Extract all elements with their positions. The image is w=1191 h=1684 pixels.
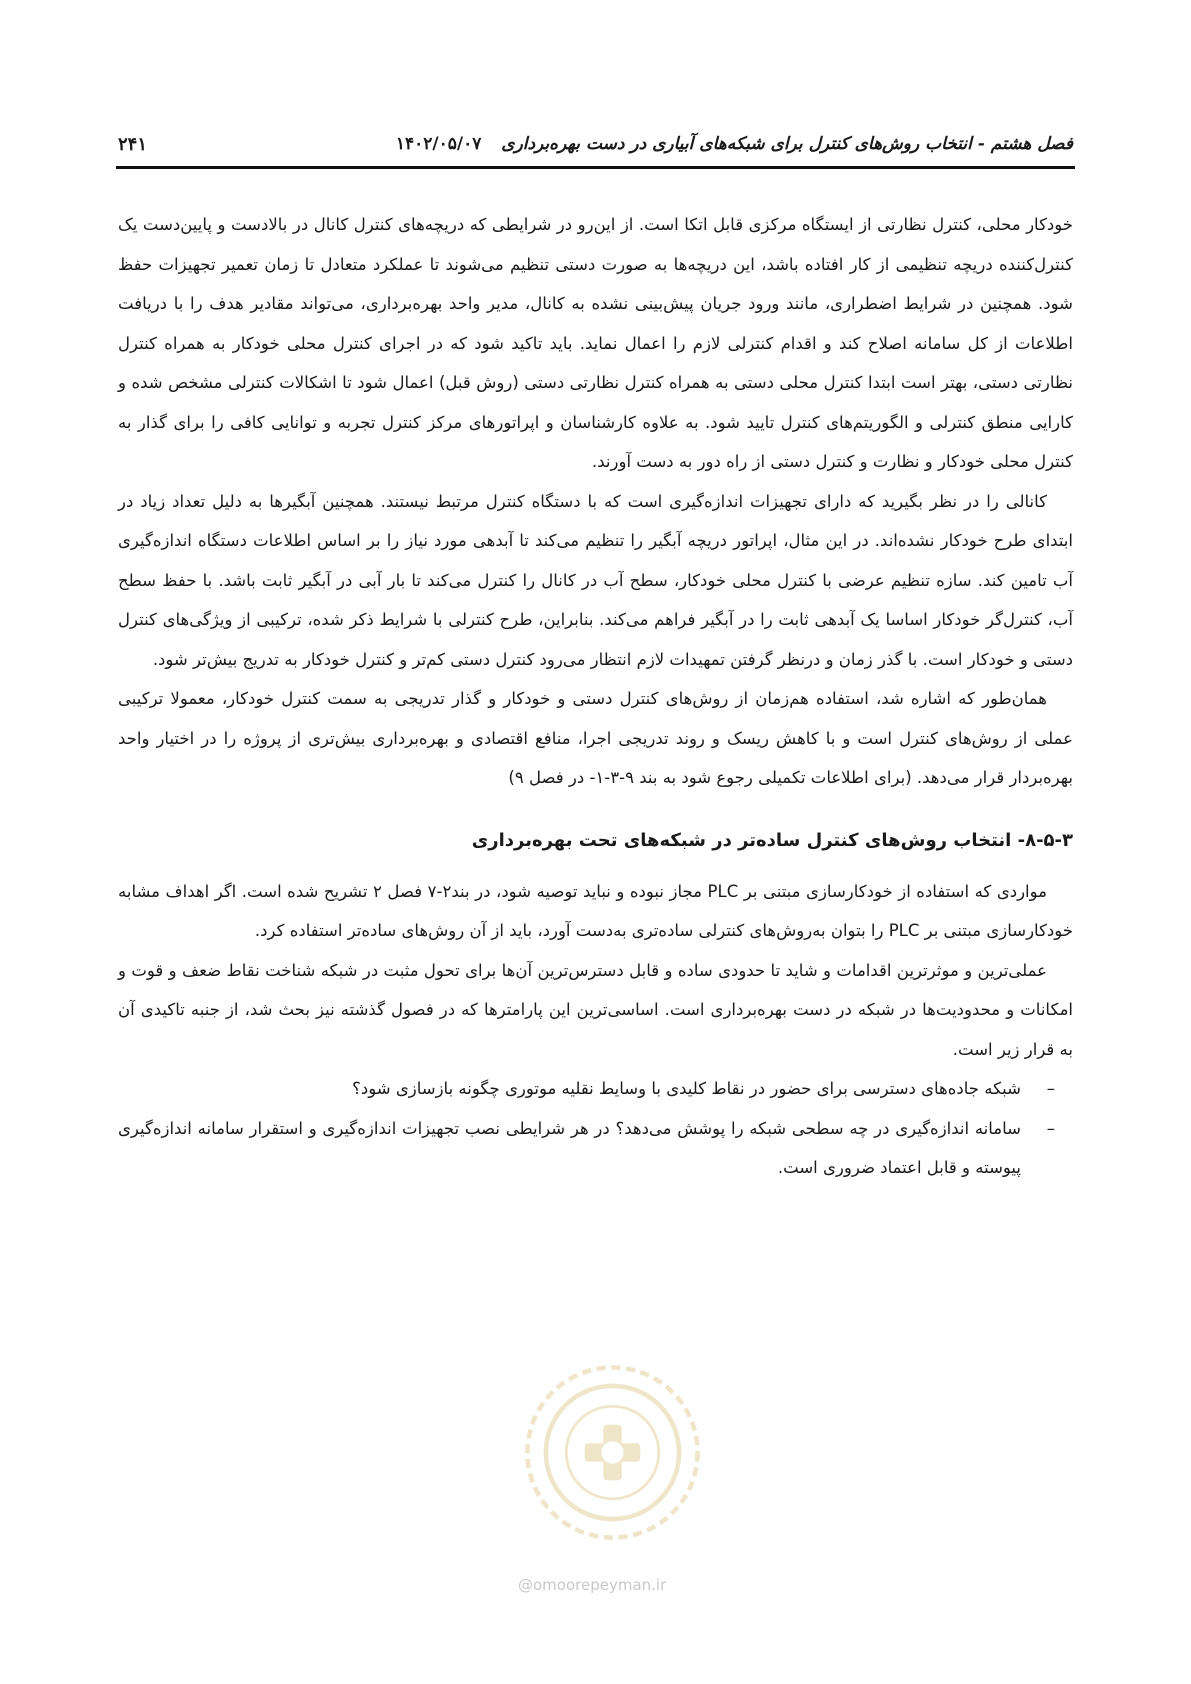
section-heading: ۸-۵-۳- انتخاب روش‌های کنترل ساده‌تر در شبکه‌های تحت بهره‌برداری <box>471 829 1073 851</box>
list-item-text: شبکه جاده‌های دسترسی برای حضور در نقاط کلیدی با وسایط نقلیه موتوری چگونه بازسازی شود؟ <box>352 1079 1021 1098</box>
bullet-list <box>118 1069 1073 1188</box>
paragraph-4: مواردی که استفاده از خودکارسازی مبتنی بر PLC مجاز نبوده و نباید توصیه شود، در بند۲-۷ فصل ۲ تشریح شده است. اگر اهداف مشابه خودکارسازی مبتنی بر PLC را بتوان به‌روش‌های کنترلی ساده‌تری به‌دست آورد، باید از آن روش‌های ساده‌تر استفاده کرد. <box>118 881 1073 940</box>
header-date: ۱۴۰۲/۰۵/۰۷ <box>395 134 482 154</box>
page-number: ۲۴۱ <box>118 134 148 155</box>
header-divider <box>116 166 1075 169</box>
bullet-marker: – <box>1046 1079 1055 1098</box>
chapter-title-text: فصل هشتم - انتخاب روش‌های کنترل برای شبکه‌های آبیاری در دست بهره‌برداری <box>501 134 1073 154</box>
watermark-caption: @omoorepeyman.ir <box>518 1576 667 1594</box>
paragraph-1: خودکار محلی، کنترل نظارتی از ایستگاه مرکزی قابل اتکا است. از این‌رو در شرایطی که دریچه‌های کنترل کانال در بالادست و پایین‌دست یک کنترل‌کننده دریچه تنظیمی از کار افتاده باشد، این دریچه‌ها به صورت دستی تنظیم می‌شوند تا عملکرد متعادل تا زمان تعمیر تجهیزات حفظ شود. همچنین در شرایط اضطراری، مانند ورود جریان پیش‌بینی نشده به کانال، مدیر واحد بهره‌برداری، می‌تواند مقادیر هدف را با دریافت اطلاعات از کل سامانه اصلاح کند و اقدام کنترلی لازم را اعمال نماید. باید تاکید شود که در اجرای کنترل محلی خودکار به همراه کنترل نظارتی دستی، بهتر است ابتدا کنترل محلی دستی به همراه کنترل نظارتی دستی (روش قبل) اعمال شود تا اشکالات کنترلی مشخص شده و کارایی منطق کنترلی و الگوریتم‌های کنترل تایید شود. به علاوه کارشناسان و اپراتورهای مرکز کنترل تجربه و توانایی کافی را برای گذار به کنترل محلی خودکار و نظارت و کنترل دستی از راه دور به دست آورند. <box>118 215 1073 471</box>
list-item <box>118 1069 1073 1109</box>
list-item-text: سامانه اندازه‌گیری در چه سطحی شبکه را پوشش می‌دهد؟ در هر شرایطی نصب تجهیزات اندازه‌گیری و استقرار سامانه اندازه‌گیری پیوسته و قابل اعتماد ضروری است. <box>118 1118 1021 1177</box>
chapter-title <box>396 134 1073 154</box>
paragraph-3: همان‌طور که اشاره شد، استفاده هم‌زمان از روش‌های کنترل دستی و خودکار و گذار تدریجی به سمت کنترل خودکار، معمولا ترکیبی عملی از روش‌های کنترل است و با کاهش ریسک و روند تدریجی اجرا، منافع اقتصادی و بهره‌برداری بیش‌تری از پروژه را در اختیار واحد بهره‌بردار قرار می‌دهد. (برای اطلاعات تکمیلی رجوع شود به بند ۹-۳-۱- در فصل ۹) <box>118 689 1073 787</box>
list-item <box>118 1109 1073 1188</box>
page-header <box>118 130 1073 164</box>
paragraph-5: عملی‌ترین و موثرترین اقدامات و شاید تا حدودی ساده و قابل دسترس‌ترین آن‌ها برای تحول مثبت در شبکه شناخت نقاط ضعف و قوت و امکانات و محدودیت‌ها در شبکه در دست بهره‌برداری است. اساسی‌ترین این پارامترها که در فصول گذشته نیز بحث شد، از جنبه تاکیدی آن به قرار زیر است. <box>118 960 1073 1059</box>
paragraph-2: کانالی را در نظر بگیرید که دارای تجهیزات اندازه‌گیری است که با دستگاه کنترل مرتبط نیستند. همچنین آبگیرها به دلیل تعداد زیاد در ابتدای طرح خودکار نشده‌اند. در این مثال، اپراتور دریچه آبگیر را تنظیم می‌کند تا آبدهی مورد نیاز را بر اساس اطلاعات دستگاه اندازه‌گیری آب تامین کند. سازه تنظیم عرضی با کنترل محلی خودکار، سطح آب در کانال را کنترل می‌کند تا بار آبی در آبگیر ثابت باشد. با حفظ سطح آب، کنترل‌گر خودکار اساسا یک آبدهی ثابت را در آبگیر فراهم می‌کند. بنابراین، طرح کنترلی با شرایط ذکر شده، ترکیبی از ویژگی‌های کنترل دستی و خودکار است. با گذر زمان و درنظر گرفتن تمهیدات لازم انتظار می‌رود کنترل دستی کم‌تر و کنترل خودکار به تدریج بیش‌تر شود. <box>118 491 1073 669</box>
bullet-marker: – <box>1046 1118 1055 1138</box>
page-body <box>118 205 1073 1188</box>
watermark-seal-icon <box>520 1360 705 1545</box>
